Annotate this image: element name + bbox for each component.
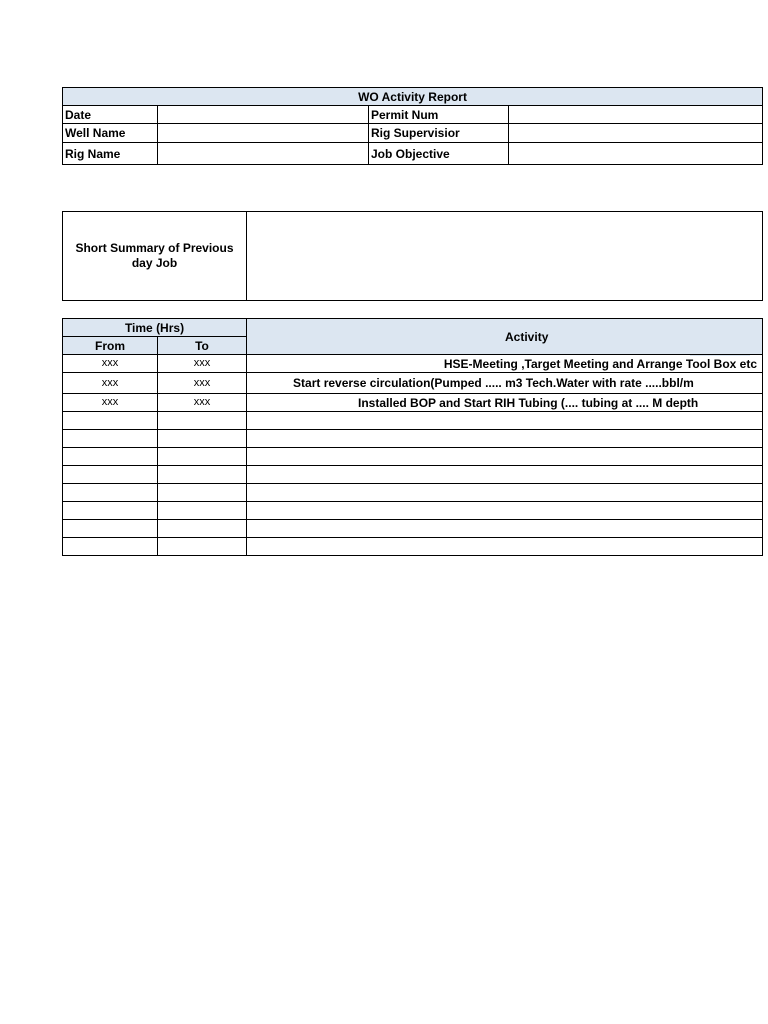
from-cell[interactable] <box>63 430 158 448</box>
summary-field[interactable] <box>247 212 763 301</box>
table-row <box>63 484 763 502</box>
activity-text: Start reverse circulation(Pumped ..... m3 Tech.Water with rate .....bbl/m <box>293 376 694 390</box>
from-cell[interactable]: xxx <box>63 394 158 412</box>
activity-cell[interactable] <box>247 394 763 412</box>
table-row <box>63 430 763 448</box>
permit-num-field[interactable] <box>509 106 763 124</box>
rig-supervisor-label: Rig Supervisior <box>369 124 509 143</box>
to-cell[interactable] <box>158 466 247 484</box>
to-cell[interactable] <box>158 484 247 502</box>
to-cell[interactable] <box>158 520 247 538</box>
from-cell[interactable] <box>63 484 158 502</box>
table-row <box>63 373 763 394</box>
to-cell[interactable] <box>158 412 247 430</box>
rig-supervisor-field[interactable] <box>509 124 763 143</box>
to-cell[interactable] <box>158 430 247 448</box>
to-cell[interactable]: xxx <box>158 373 247 394</box>
activity-text: HSE-Meeting ,Target Meeting and Arrange Tool Box etc <box>443 356 758 371</box>
to-header: To <box>158 337 247 355</box>
date-label: Date <box>63 106 158 124</box>
to-cell[interactable] <box>158 538 247 556</box>
report-title: WO Activity Report <box>63 88 763 106</box>
rig-name-label: Rig Name <box>63 143 158 165</box>
summary-table <box>62 211 763 301</box>
well-name-field[interactable] <box>158 124 369 143</box>
from-cell[interactable]: xxx <box>63 373 158 394</box>
activity-cell[interactable] <box>247 355 763 373</box>
activity-cell[interactable] <box>247 484 763 502</box>
activity-cell[interactable] <box>247 373 763 394</box>
table-row <box>63 412 763 430</box>
time-header: Time (Hrs) <box>63 319 247 337</box>
activity-log-container <box>62 318 758 556</box>
permit-num-label: Permit Num <box>369 106 509 124</box>
activity-cell[interactable] <box>247 412 763 430</box>
rig-name-field[interactable] <box>158 143 369 165</box>
table-row <box>63 394 763 412</box>
to-cell[interactable]: xxx <box>158 394 247 412</box>
activity-cell[interactable] <box>247 430 763 448</box>
table-row <box>63 502 763 520</box>
to-cell[interactable] <box>158 502 247 520</box>
summary-table-container <box>62 211 690 301</box>
info-table-container <box>62 87 690 165</box>
from-cell[interactable] <box>63 412 158 430</box>
from-cell[interactable] <box>63 538 158 556</box>
to-cell[interactable]: xxx <box>158 355 247 373</box>
info-table <box>62 87 763 165</box>
job-objective-field[interactable] <box>509 143 763 165</box>
from-cell[interactable] <box>63 502 158 520</box>
activity-cell[interactable] <box>247 502 763 520</box>
from-cell[interactable] <box>63 448 158 466</box>
from-cell[interactable] <box>63 520 158 538</box>
from-cell[interactable]: xxx <box>63 355 158 373</box>
activity-log-table <box>62 318 763 556</box>
activity-cell[interactable] <box>247 538 763 556</box>
well-name-label: Well Name <box>63 124 158 143</box>
activity-cell[interactable] <box>247 466 763 484</box>
table-row <box>63 466 763 484</box>
from-cell[interactable] <box>63 466 158 484</box>
activity-header-text: Activity <box>505 329 549 344</box>
summary-label: Short Summary of Previous day Job <box>63 212 247 301</box>
activity-header <box>247 319 763 355</box>
table-row <box>63 448 763 466</box>
table-row <box>63 520 763 538</box>
from-header: From <box>63 337 158 355</box>
table-row <box>63 355 763 373</box>
date-field[interactable] <box>158 106 369 124</box>
job-objective-label: Job Objective <box>369 143 509 165</box>
activity-text: Installed BOP and Start RIH Tubing (.... tubing at .... M depth <box>358 395 699 410</box>
to-cell[interactable] <box>158 448 247 466</box>
table-row <box>63 538 763 556</box>
activity-cell[interactable] <box>247 448 763 466</box>
activity-cell[interactable] <box>247 520 763 538</box>
